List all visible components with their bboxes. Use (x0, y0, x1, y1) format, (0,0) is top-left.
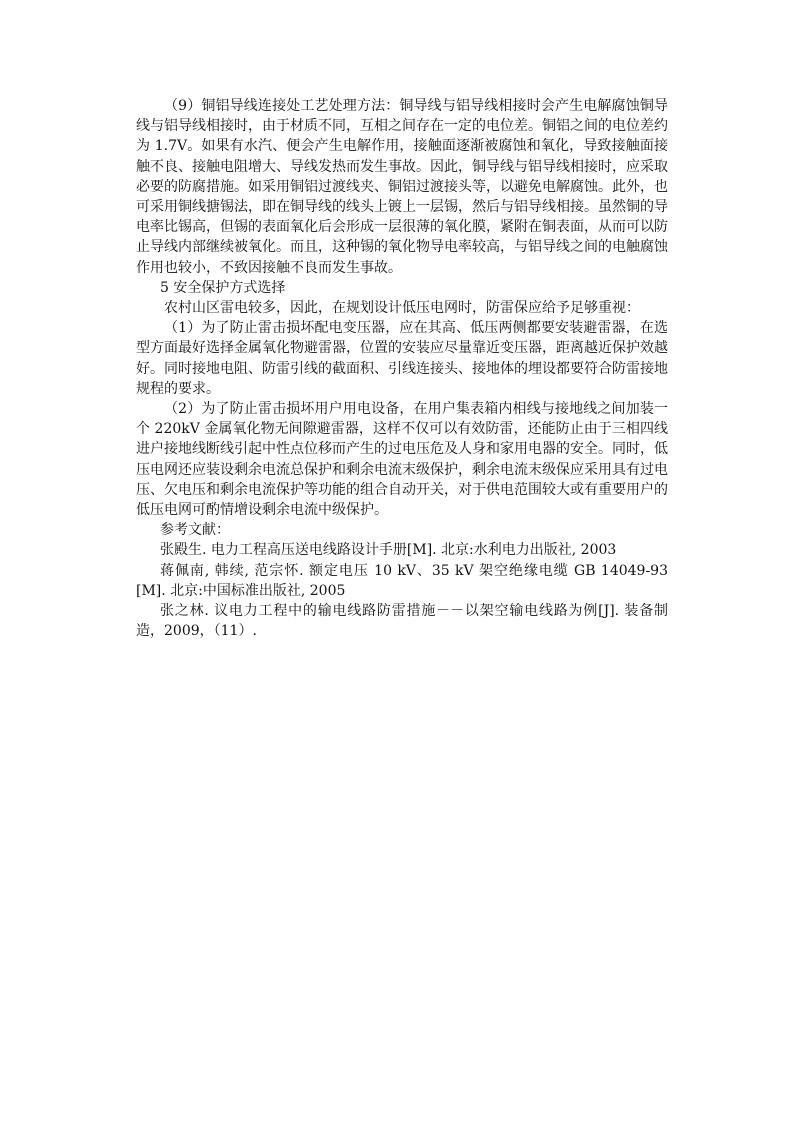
paragraph-user-equipment-protection: （2）为了防止雷击损坏用户用电设备，在用户集表箱内相线与接地线之间加装一个 220kV 金属氧化物无间隙避雷器，这样不仅可以有效防雷，还能防止由于三相四线进户接地线断线引起中性点位移而产生的过电压危及人身和家用电器的安全。同时，低压电网还应装设剩余电流总保护和剩余电流末级保护，剩余电流末级保应采用具有过电压、欠电压和剩余电流保护等功能的组合自动开关，对于供电范围较大或有重要用户的低压电网可酌情增设剩余电流中级保护。 (136, 401, 668, 519)
paragraph-transformer-protection: （1）为了防止雷击损坏配电变压器，应在其高、低压两侧都要安装避雷器，在选型方面最好选择金属氧化物避雷器，位置的安装应尽量靠近变压器，距离越近保护效越好。同时接地电阻、防雷引线的截面积、引线连接头、接地体的埋设都要符合防雷接地规程的要求。 (136, 320, 668, 397)
paragraph-lightning-intro: 农村山区雷电较多，因此，在规划设计低压电网时，防雷保应给予足够重视： (164, 300, 640, 317)
reference-item: 蒋佩南, 韩续, 范宗怀. 额定电压 10 kV、35 kV 架空绝缘电缆 GB 14049-93 [M]. 北京:中国标准出版社, 2005 (136, 562, 668, 599)
document-body (136, 96, 668, 641)
references-heading: 参考文献： (160, 522, 230, 539)
section-heading: 5 安全保护方式选择 (160, 279, 286, 296)
reference-item: 张殿生. 电力工程高压送电线路设计手册[M]. 北京:水利电力出版社, 2003 (160, 542, 617, 559)
reference-item: 张之林. 议电力工程中的输电线路防雷措施－－以架空输电线路为例[J]. 装备制造，2009，（11）. (136, 603, 668, 640)
paragraph-copper-aluminum-joint: （9）铜铝导线连接处工艺处理方法：铜导线与铝导线相接时会产生电解腐蚀铜导线与铝导线相接时，由于材质不同，互相之间存在一定的电位差。铜铝之间的电位差约为 1.7V。如果有水汽、便会产生电解作用，接触面逐渐被腐蚀和氧化，导致接触面接触不良、接触电阻增大、导线发热而发生事故。因此，铜导线与铝导线相接时，应采取必要的防腐措施。如采用铜铝过渡线夹、铜铝过渡接头等，以避免电解腐蚀。此外，也可采用铜线搪锡法，即在铜导线的线头上镀上一层锡，然后与铝导线相接。虽然铜的导电率比锡高，但锡的表面氧化后会形成一层很薄的氧化膜，紧附在铜表面，从而可以防止导线内部继续被氧化。而且，这种锡的氧化物导电率较高，与铝导线之间的电触腐蚀作用也较小，不致因接触不良而发生事故。 (136, 98, 668, 276)
